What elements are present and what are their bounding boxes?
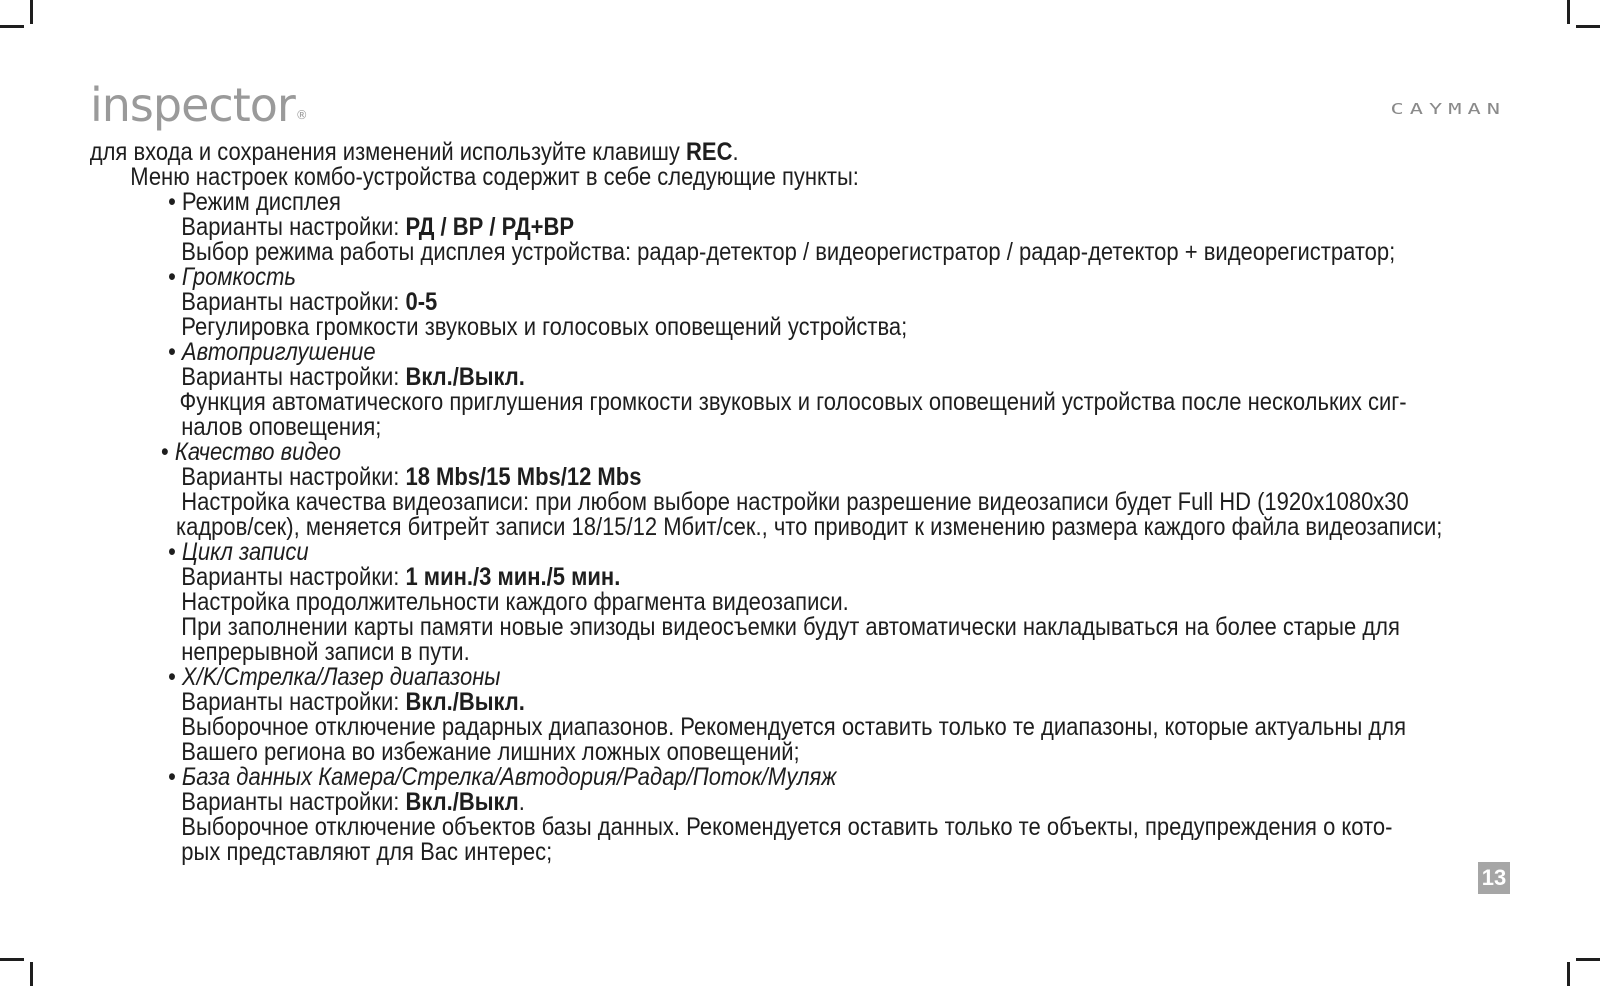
trademark-symbol: ® [295,108,307,122]
menu-item-desc: Выборочное отключение объектов базы данных. Рекомендуется оставить только те объекты, предупреждения о кото- [181,813,1393,841]
menu-item-options: Варианты настройки: 18 Mbs/15 Mbs/12 Mbs [181,463,642,491]
menu-item-title: • База данных Камера/Стрелка/Автодория/Радар/Поток/Муляж [168,763,837,791]
menu-item-options: Варианты настройки: 0-5 [181,288,438,316]
brand-logo [90,78,307,132]
crop-mark-bottom-right-v [1567,962,1570,986]
page-number: 13 [1478,862,1510,894]
menu-item-desc: кадров/сек), меняется битрейт записи 18/15/12 Мбит/сек., что приводит к изменению размера каждого файла видеозаписи; [176,513,1443,541]
menu-item-title: • Автоприглушение [168,338,376,366]
menu-item-options: Варианты настройки: 1 мин./3 мин./5 мин. [181,563,621,591]
menu-item-title: • Цикл записи [168,538,309,566]
menu-item-desc: непрерывной записи в пути. [181,638,470,666]
menu-item-desc: Регулировка громкости звуковых и голосовых оповещений устройства; [181,313,908,341]
menu-item-desc: Вашего региона во избежание лишних ложных оповещений; [181,738,800,766]
menu-item-desc: При заполнении карты памяти новые эпизоды видеосъемки будут автоматически накладываться на более старые для [181,613,1400,641]
menu-item-options: Варианты настройки: Вкл./Выкл. [181,363,525,391]
crop-mark-top-right-v [1567,0,1570,24]
crop-mark-bottom-right-h [1576,958,1600,961]
menu-item-title: • X/K/Стрелка/Лазер диапазоны [168,663,501,691]
crop-mark-bottom-left-v [30,962,33,986]
crop-mark-top-right-h [1576,25,1600,28]
crop-mark-top-left-h [0,25,24,28]
menu-item-desc: Функция автоматического приглушения громкости звуковых и голосовых оповещений устройства после нескольких сиг- [179,388,1407,416]
menu-item-title: • Качество видео [161,438,342,466]
menu-item-desc: Настройка качества видеозаписи: при любом выборе настройки разрешение видеозаписи будет Full HD (1920x1080x30 [181,488,1409,516]
rec-key: REC [686,138,733,166]
menu-item-desc: рых представляют для Вас интерес; [181,838,553,866]
menu-item-desc: Выбор режима работы дисплея устройства: радар-детектор / видеорегистратор / радар-детектор + видеорегистратор; [181,238,1396,266]
menu-item-options: Варианты настройки: Вкл./Выкл. [181,788,525,816]
model-logo: CAYMAN [1390,100,1506,119]
intro-line-2: Меню настроек комбо-устройства содержит в себе следующие пункты: [130,163,859,191]
menu-item-desc: Выборочное отключение радарных диапазонов. Рекомендуется оставить только те диапазоны, которые актуальны для [181,713,1407,741]
brand-name: inspector [90,78,295,132]
menu-item-options: Варианты настройки: РД / ВР / РД+ВР [181,213,575,241]
menu-item-desc: налов оповещения; [181,413,382,441]
intro-line-1: для входа и сохранения изменений используйте клавишу REC. [89,138,739,166]
crop-mark-bottom-left-h [0,958,24,961]
menu-item-title: • Громкость [168,263,296,291]
menu-item-title: • Режим дисплея [168,188,341,216]
crop-mark-top-left-v [30,0,33,24]
menu-item-desc: Настройка продолжительности каждого фрагмента видеозаписи. [181,588,849,616]
menu-item-options: Варианты настройки: Вкл./Выкл. [181,688,525,716]
